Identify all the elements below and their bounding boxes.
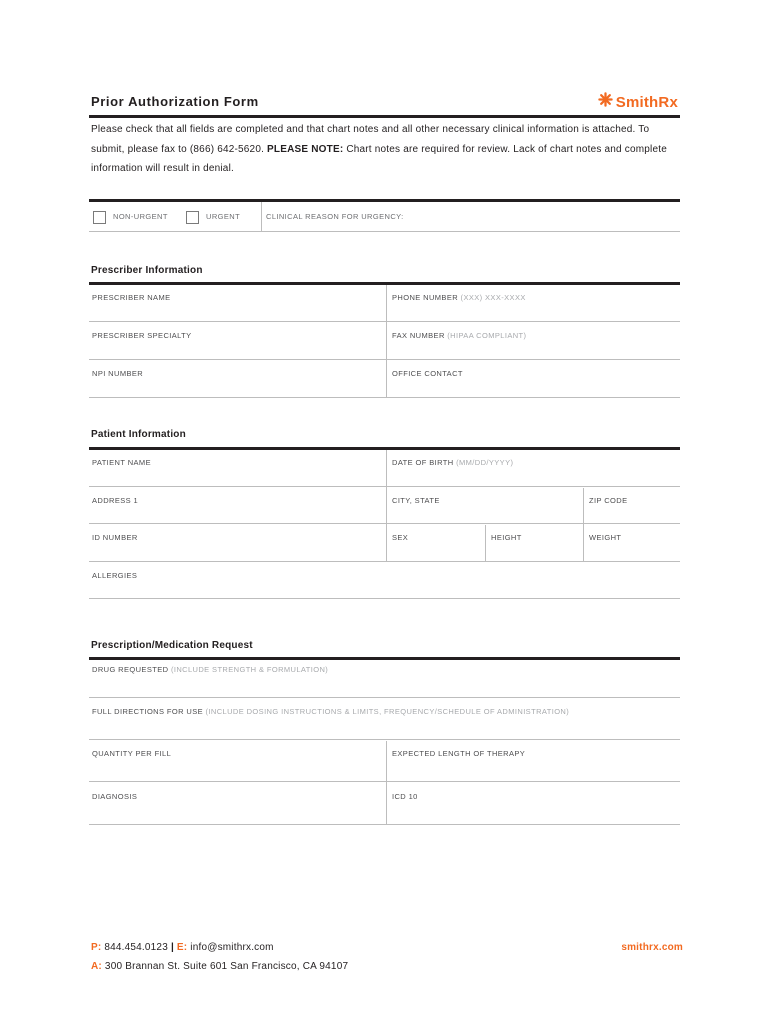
prescriber-heading: Prescriber Information bbox=[91, 265, 203, 276]
intro-text-a: Please check that all fields are completed and that chart notes and all other necessary clinical information is attached. To submit, please fax to (866) 642-5620. bbox=[91, 124, 650, 155]
intro-text-b: Chart notes are required for review. Lack of chart notes and complete information will result in denial. bbox=[91, 143, 667, 174]
footer-phone: 844.454.0123 bbox=[101, 942, 171, 953]
zip-code-field[interactable]: ZIP CODE bbox=[589, 496, 628, 505]
phone-number-hint: (XXX) XXX-XXXX bbox=[460, 293, 526, 302]
drug-requested-label: DRUG REQUESTED bbox=[92, 665, 169, 674]
patient-column-divider bbox=[386, 450, 387, 562]
urgent-label: URGENT bbox=[206, 212, 241, 221]
prescriber-row-rule-1 bbox=[89, 321, 680, 322]
prescriber-name-field[interactable]: PRESCRIBER NAME bbox=[92, 293, 171, 302]
patient-row-rule-2 bbox=[89, 523, 680, 524]
phone-number-field[interactable] bbox=[392, 293, 677, 302]
asterisk-logo-icon bbox=[598, 92, 613, 112]
website-link[interactable]: smithrx.com bbox=[621, 942, 683, 953]
height-field[interactable]: HEIGHT bbox=[491, 533, 522, 542]
footer-email[interactable]: info@smithrx.com bbox=[187, 942, 274, 953]
prescriber-row-rule-3 bbox=[89, 397, 680, 398]
form-title: Prior Authorization Form bbox=[91, 94, 259, 109]
medication-row-rule-1 bbox=[89, 697, 680, 698]
therapy-length-field[interactable]: EXPECTED LENGTH OF THERAPY bbox=[392, 749, 526, 758]
non-urgent-checkbox[interactable] bbox=[93, 211, 106, 224]
phone-label: P: bbox=[91, 942, 102, 953]
medication-row-rule-3 bbox=[89, 781, 680, 782]
directions-hint: (INCLUDE DOSING INSTRUCTIONS & LIMITS, FREQUENCY/SCHEDULE OF ADMINISTRATION) bbox=[205, 707, 570, 716]
smithrx-logo bbox=[598, 92, 678, 112]
sex-field[interactable]: SEX bbox=[392, 533, 409, 542]
allergies-field[interactable]: ALLERGIES bbox=[92, 571, 138, 580]
logo-text: SmithRx bbox=[615, 93, 678, 111]
non-urgent-label: NON-URGENT bbox=[113, 212, 168, 221]
id-number-field[interactable]: ID NUMBER bbox=[92, 533, 138, 542]
footer-contact-line bbox=[91, 942, 274, 953]
phone-number-label: PHONE NUMBER bbox=[392, 293, 459, 302]
directions-label: FULL DIRECTIONS FOR USE bbox=[92, 707, 204, 716]
medication-row-rule-4 bbox=[89, 824, 680, 825]
date-of-birth-field[interactable] bbox=[392, 458, 677, 467]
prescriber-rule bbox=[89, 282, 680, 285]
drug-requested-field[interactable] bbox=[92, 665, 677, 674]
prescriber-row-rule-2 bbox=[89, 359, 680, 360]
date-of-birth-hint: (MM/DD/YYYY) bbox=[456, 458, 514, 467]
medication-row-rule-2 bbox=[89, 739, 680, 740]
height-divider bbox=[485, 525, 486, 562]
fax-number-label: FAX NUMBER bbox=[392, 331, 445, 340]
medication-column-divider bbox=[386, 741, 387, 825]
intro-paragraph bbox=[91, 120, 681, 179]
header-rule bbox=[89, 115, 680, 118]
medication-heading: Prescription/Medication Request bbox=[91, 640, 253, 651]
footer-address: 300 Brannan St. Suite 601 San Francisco, CA 94107 bbox=[101, 961, 349, 972]
patient-row-rule-3 bbox=[89, 561, 680, 562]
address-label: A: bbox=[91, 961, 102, 972]
patient-row-rule-1 bbox=[89, 486, 680, 487]
drug-requested-hint: (INCLUDE STRENGTH & FORMULATION) bbox=[170, 665, 329, 674]
email-label: E: bbox=[173, 942, 188, 953]
quantity-per-fill-field[interactable]: QUANTITY PER FILL bbox=[92, 749, 172, 758]
date-of-birth-label: DATE OF BIRTH bbox=[392, 458, 454, 467]
zip-divider bbox=[583, 488, 584, 562]
office-contact-field[interactable]: OFFICE CONTACT bbox=[392, 369, 463, 378]
clinical-reason-field[interactable]: CLINICAL REASON FOR URGENCY: bbox=[266, 212, 404, 221]
address-field[interactable]: ADDRESS 1 bbox=[92, 496, 139, 505]
patient-heading: Patient Information bbox=[91, 429, 186, 440]
prescriber-column-divider bbox=[386, 285, 387, 398]
urgency-bottom-rule bbox=[89, 231, 680, 232]
prescriber-specialty-field[interactable]: PRESCRIBER SPECIALTY bbox=[92, 331, 192, 340]
weight-field[interactable]: WEIGHT bbox=[589, 533, 622, 542]
medication-rule bbox=[89, 657, 680, 660]
footer-address-line bbox=[91, 961, 348, 972]
directions-field[interactable] bbox=[92, 707, 677, 716]
patient-rule bbox=[89, 447, 680, 450]
city-state-field[interactable]: CITY, STATE bbox=[392, 496, 440, 505]
diagnosis-field[interactable]: DIAGNOSIS bbox=[92, 792, 138, 801]
patient-row-rule-4 bbox=[89, 598, 680, 599]
fax-number-hint: (HIPAA COMPLIANT) bbox=[447, 331, 527, 340]
fax-number-field[interactable] bbox=[392, 331, 677, 340]
patient-name-field[interactable]: PATIENT NAME bbox=[92, 458, 151, 467]
npi-number-field[interactable]: NPI NUMBER bbox=[92, 369, 144, 378]
intro-note-bold: PLEASE NOTE: bbox=[267, 143, 344, 155]
footer-separator: | bbox=[170, 942, 174, 953]
icd-10-field[interactable]: ICD 10 bbox=[392, 792, 418, 801]
urgent-checkbox[interactable] bbox=[186, 211, 199, 224]
urgency-divider bbox=[261, 202, 262, 232]
urgency-top-rule bbox=[89, 199, 680, 202]
